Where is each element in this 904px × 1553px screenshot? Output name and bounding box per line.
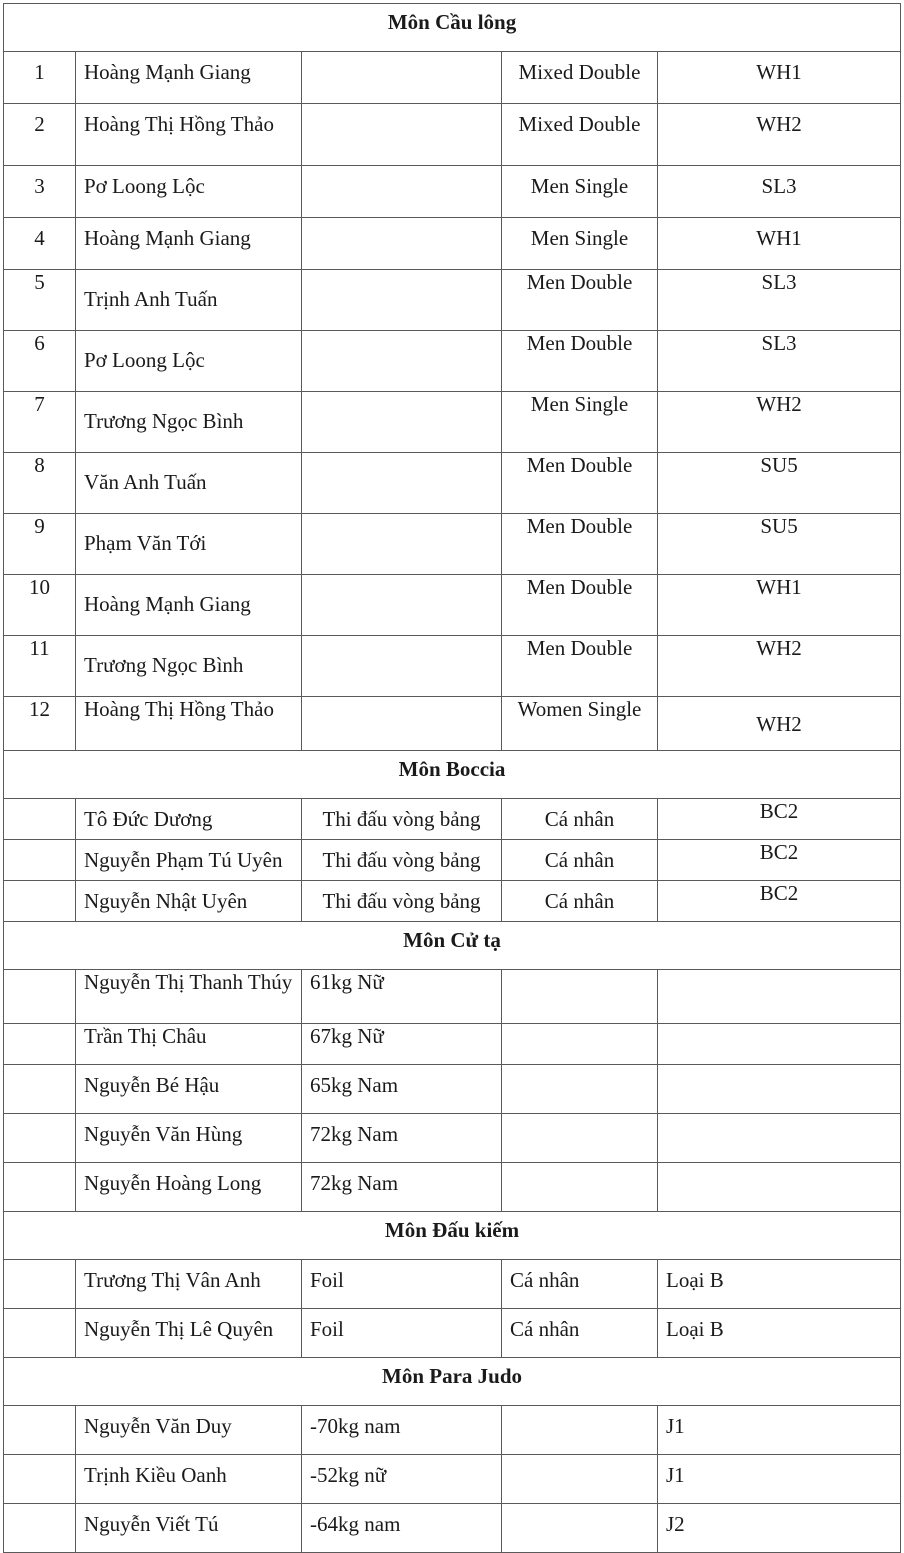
event (302, 575, 502, 636)
event: -52kg nữ (302, 1455, 502, 1504)
athlete-name: Nguyễn Thị Thanh Thúy (76, 970, 302, 1024)
athlete-name: Nguyễn Nhật Uyên (76, 881, 302, 922)
row-number: 12 (4, 697, 76, 751)
event-type: Women Single (502, 697, 658, 751)
sport-class: WH1 (658, 52, 901, 104)
table-row (4, 1406, 901, 1455)
table-row (4, 840, 901, 881)
section-title: Môn Đấu kiếm (4, 1212, 901, 1260)
table-row (4, 1065, 901, 1114)
row-number (4, 1504, 76, 1553)
event: Foil (302, 1260, 502, 1309)
sport-class: WH1 (658, 218, 901, 270)
section-header-boccia (4, 751, 901, 799)
sport-class: BC2 (658, 840, 901, 881)
row-number (4, 1163, 76, 1212)
event: 67kg Nữ (302, 1024, 502, 1065)
table-row (4, 1309, 901, 1358)
sport-class: J2 (658, 1504, 901, 1553)
event-type (502, 1455, 658, 1504)
sport-class (658, 1065, 901, 1114)
sport-class: J1 (658, 1455, 901, 1504)
row-number: 10 (4, 575, 76, 636)
section-title: Môn Boccia (4, 751, 901, 799)
athlete-name: Nguyễn Viết Tú (76, 1504, 302, 1553)
sport-class (658, 970, 901, 1024)
section-header-weightlifting (4, 922, 901, 970)
row-number (4, 799, 76, 840)
event-type: Men Double (502, 331, 658, 392)
athlete-name: Trịnh Anh Tuấn (76, 270, 302, 331)
event-type: Men Single (502, 218, 658, 270)
event-type: Men Double (502, 270, 658, 331)
athlete-name: Nguyễn Văn Duy (76, 1406, 302, 1455)
row-number: 3 (4, 166, 76, 218)
athlete-name: Hoàng Mạnh Giang (76, 52, 302, 104)
row-number: 2 (4, 104, 76, 166)
sport-class: J1 (658, 1406, 901, 1455)
row-number: 6 (4, 331, 76, 392)
sport-class (658, 1163, 901, 1212)
table-row (4, 392, 901, 453)
section-header-para-judo (4, 1358, 901, 1406)
event (302, 453, 502, 514)
table-row (4, 218, 901, 270)
event-type: Men Double (502, 453, 658, 514)
event-type: Cá nhân (502, 1260, 658, 1309)
event-type: Cá nhân (502, 840, 658, 881)
sport-class: WH2 (658, 697, 901, 751)
event-type (502, 1163, 658, 1212)
event (302, 514, 502, 575)
table-row (4, 575, 901, 636)
table-row (4, 1163, 901, 1212)
event-type: Men Double (502, 575, 658, 636)
table-row (4, 636, 901, 697)
row-number: 1 (4, 52, 76, 104)
event (302, 52, 502, 104)
athlete-name: Trương Thị Vân Anh (76, 1260, 302, 1309)
section-header-badminton (4, 4, 901, 52)
table-row (4, 166, 901, 218)
sport-class: WH2 (658, 636, 901, 697)
athlete-name: Trương Ngọc Bình (76, 392, 302, 453)
athlete-name: Trương Ngọc Bình (76, 636, 302, 697)
table-row (4, 1114, 901, 1163)
table-row (4, 1024, 901, 1065)
athlete-table (3, 3, 901, 1553)
athlete-name: Hoàng Thị Hồng Thảo (76, 104, 302, 166)
event-type: Cá nhân (502, 881, 658, 922)
sport-class: WH2 (658, 104, 901, 166)
event: -70kg nam (302, 1406, 502, 1455)
event (302, 270, 502, 331)
row-number (4, 881, 76, 922)
table-row (4, 1260, 901, 1309)
row-number: 7 (4, 392, 76, 453)
sport-class: Loại B (658, 1309, 901, 1358)
row-number (4, 1065, 76, 1114)
event: 61kg Nữ (302, 970, 502, 1024)
athlete-name: Nguyễn Văn Hùng (76, 1114, 302, 1163)
event-type: Men Single (502, 392, 658, 453)
event-type (502, 970, 658, 1024)
row-number (4, 1114, 76, 1163)
event-type: Mixed Double (502, 104, 658, 166)
event-type (502, 1114, 658, 1163)
table-row (4, 331, 901, 392)
event: 65kg Nam (302, 1065, 502, 1114)
row-number (4, 1309, 76, 1358)
table-row (4, 514, 901, 575)
event: -64kg nam (302, 1504, 502, 1553)
sport-class: Loại B (658, 1260, 901, 1309)
event: 72kg Nam (302, 1163, 502, 1212)
section-header-fencing (4, 1212, 901, 1260)
event (302, 392, 502, 453)
event-type: Cá nhân (502, 799, 658, 840)
row-number (4, 1406, 76, 1455)
event (302, 218, 502, 270)
sport-class: WH1 (658, 575, 901, 636)
event-type (502, 1065, 658, 1114)
event-type: Mixed Double (502, 52, 658, 104)
event-type: Men Single (502, 166, 658, 218)
event (302, 104, 502, 166)
event: Thi đấu vòng bảng (302, 840, 502, 881)
athlete-name: Trần Thị Châu (76, 1024, 302, 1065)
event-type: Cá nhân (502, 1309, 658, 1358)
sport-class: SL3 (658, 331, 901, 392)
sport-class: WH2 (658, 392, 901, 453)
sport-class (658, 1114, 901, 1163)
athlete-name: Nguyễn Hoàng Long (76, 1163, 302, 1212)
table-row (4, 453, 901, 514)
sport-class: SU5 (658, 514, 901, 575)
row-number: 9 (4, 514, 76, 575)
sport-class: BC2 (658, 881, 901, 922)
athlete-name: Hoàng Thị Hồng Thảo (76, 697, 302, 751)
section-title: Môn Cầu lông (4, 4, 901, 52)
row-number: 8 (4, 453, 76, 514)
event: Thi đấu vòng bảng (302, 799, 502, 840)
table-row (4, 799, 901, 840)
event (302, 331, 502, 392)
section-title: Môn Para Judo (4, 1358, 901, 1406)
athlete-name: Pơ Loong Lộc (76, 331, 302, 392)
row-number (4, 1024, 76, 1065)
athlete-name: Trịnh Kiều Oanh (76, 1455, 302, 1504)
row-number: 4 (4, 218, 76, 270)
row-number: 5 (4, 270, 76, 331)
row-number (4, 970, 76, 1024)
sport-class: BC2 (658, 799, 901, 840)
row-number (4, 840, 76, 881)
athlete-name: Tô Đức Dương (76, 799, 302, 840)
sport-class: SL3 (658, 166, 901, 218)
table-row (4, 104, 901, 166)
table-row (4, 970, 901, 1024)
event (302, 636, 502, 697)
table-row (4, 1455, 901, 1504)
event-type: Men Double (502, 636, 658, 697)
table-row (4, 52, 901, 104)
table-row (4, 270, 901, 331)
sport-class (658, 1024, 901, 1065)
row-number: 11 (4, 636, 76, 697)
event-type (502, 1024, 658, 1065)
row-number (4, 1260, 76, 1309)
table-row (4, 697, 901, 751)
sport-class: SL3 (658, 270, 901, 331)
event-type: Men Double (502, 514, 658, 575)
table-row (4, 881, 901, 922)
athlete-name: Nguyễn Thị Lê Quyên (76, 1309, 302, 1358)
athlete-name: Nguyễn Bé Hậu (76, 1065, 302, 1114)
athlete-name: Nguyễn Phạm Tú Uyên (76, 840, 302, 881)
section-title: Môn Cử tạ (4, 922, 901, 970)
table-row (4, 1504, 901, 1553)
athlete-name: Hoàng Mạnh Giang (76, 218, 302, 270)
event: 72kg Nam (302, 1114, 502, 1163)
athlete-name: Hoàng Mạnh Giang (76, 575, 302, 636)
athlete-name: Pơ Loong Lộc (76, 166, 302, 218)
row-number (4, 1455, 76, 1504)
event (302, 166, 502, 218)
event: Thi đấu vòng bảng (302, 881, 502, 922)
sport-class: SU5 (658, 453, 901, 514)
event: Foil (302, 1309, 502, 1358)
event-type (502, 1406, 658, 1455)
athlete-name: Văn Anh Tuấn (76, 453, 302, 514)
event-type (502, 1504, 658, 1553)
event (302, 697, 502, 751)
athlete-name: Phạm Văn Tới (76, 514, 302, 575)
